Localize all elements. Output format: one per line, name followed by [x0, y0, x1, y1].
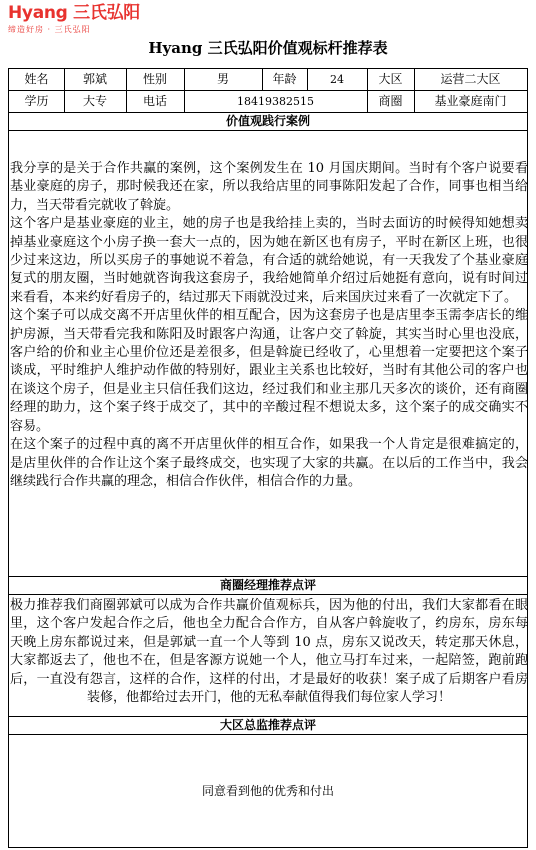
business-area-value: 基业豪庭南门 [434, 94, 507, 108]
region-value: 运营二大区 [440, 72, 501, 86]
case-section-title: 价值观践行案例 [225, 114, 310, 128]
case-paragraph: 在这个案子的过程中真的离不开店里伙伴的相互合作，如果我一个人肯定是很难搞定的，是店里伙伴的合作让这个案子最终成交，也实现了大家的共赢。在以后的工作当中，我会继续践行合作共赢的理念，相信合作伙伴，相信合作的力量。 [10, 437, 528, 489]
company-logo [8, 2, 168, 42]
manager-section-title: 商圈经理推荐点评 [219, 578, 316, 592]
region-label: 大区 [378, 72, 403, 86]
manager-comment: 极力推荐我们商圈郭斌可以成为合作共赢价值观标兵，因为他的付出，我们大家都看在眼里，这个客户发起合作之后，他也全力配合合作方，自从客户斡旋收了，约房东，房东每天晚上房东都说过来，但是郭斌一直一个人等到 10 点，房东又说改天，转定那天休息，大家都返去了，他也不在，但是客源方说她一个人，他立马打车过来，一起陪签，跑前跑后，一直没有怨言，这样的合作，这样的付出，才是最好的收获！案子成了后期客户看房装修，他都给过去开门，他的无私奉献值得我们每位家人学习！ [10, 598, 528, 706]
document-title: Hyang 三氏弘阳价值观标杆推荐表 [148, 39, 388, 57]
education-value: 大专 [82, 94, 107, 108]
logo-brand: Hyang 三氏弘阳 [8, 3, 140, 23]
age-label: 年龄 [272, 72, 297, 86]
case-section-body [10, 160, 528, 491]
phone-label: 电话 [142, 94, 167, 108]
director-comment: 同意看到他的优秀和付出 [201, 784, 334, 798]
gender-label: 性别 [142, 72, 167, 86]
case-paragraph: 这个客户是基业豪庭的业主，她的房子也是我给挂上卖的，当时去面访的时候得知她想卖掉基业豪庭这个小房子换一套大一点的，因为她在新区也有房子，平时在新区上班，也很少过来这边，所以买房子的事她说不着急，有合适的就给她说，有一天我发了个基业豪庭复式的朋友圈，当时她就咨询我这套房子，我给她简单介绍过后她挺有意向，说有时间过来看看，本来约好看房子的，结过那天下雨就没过来，后来国庆过来看了一次就定下了。 [10, 216, 528, 305]
case-paragraph: 我分享的是关于合作共赢的案例，这个案例发生在 10 月国庆期间。当时有个客户说要看基业豪庭的房子，那时候我还在家，所以我给店里的同事陈阳发起了合作，同事也相当给力，当天带看完就收了斡旋。 [10, 161, 528, 213]
age-value: 24 [330, 73, 344, 86]
business-area-label: 商圈 [378, 94, 403, 108]
recommendation-form [8, 68, 528, 848]
case-paragraph: 这个案子可以成交离不开店里伙伴的相互配合，因为这套房子也是店里李玉需李店长的维护房源，当天带看完我和陈阳及时跟客户沟通，让客户交了斡旋，其实当时心里也没底，客户给的价和业主心里价位还是差很多，但是斡旋已经收了，心里想着一定要把这个案子谈成，平时维护人维护动作做的特别好，跟业主关系也比较好，当时有其他公司的客户也在谈这个房子，但是业主只信任我们这边，经过我们和业主那几天多次的谈价，还有商圈经理的助力，这个案子终于成交了，其中的辛酸过程不想说太多，这个案子的成交确实不容易。 [10, 308, 528, 434]
director-section-title: 大区总监推荐点评 [219, 718, 316, 732]
education-label: 学历 [24, 94, 49, 108]
grid-line [9, 594, 527, 595]
grid-line [9, 130, 527, 131]
phone-value: 18419382515 [237, 95, 314, 108]
gender-value: 男 [216, 72, 229, 86]
name-label: 姓名 [24, 72, 49, 86]
grid-line [9, 734, 527, 735]
name-value: 郭斌 [82, 72, 107, 86]
logo-slogan: 缔造好房 · 三氏弘阳 [8, 25, 91, 34]
